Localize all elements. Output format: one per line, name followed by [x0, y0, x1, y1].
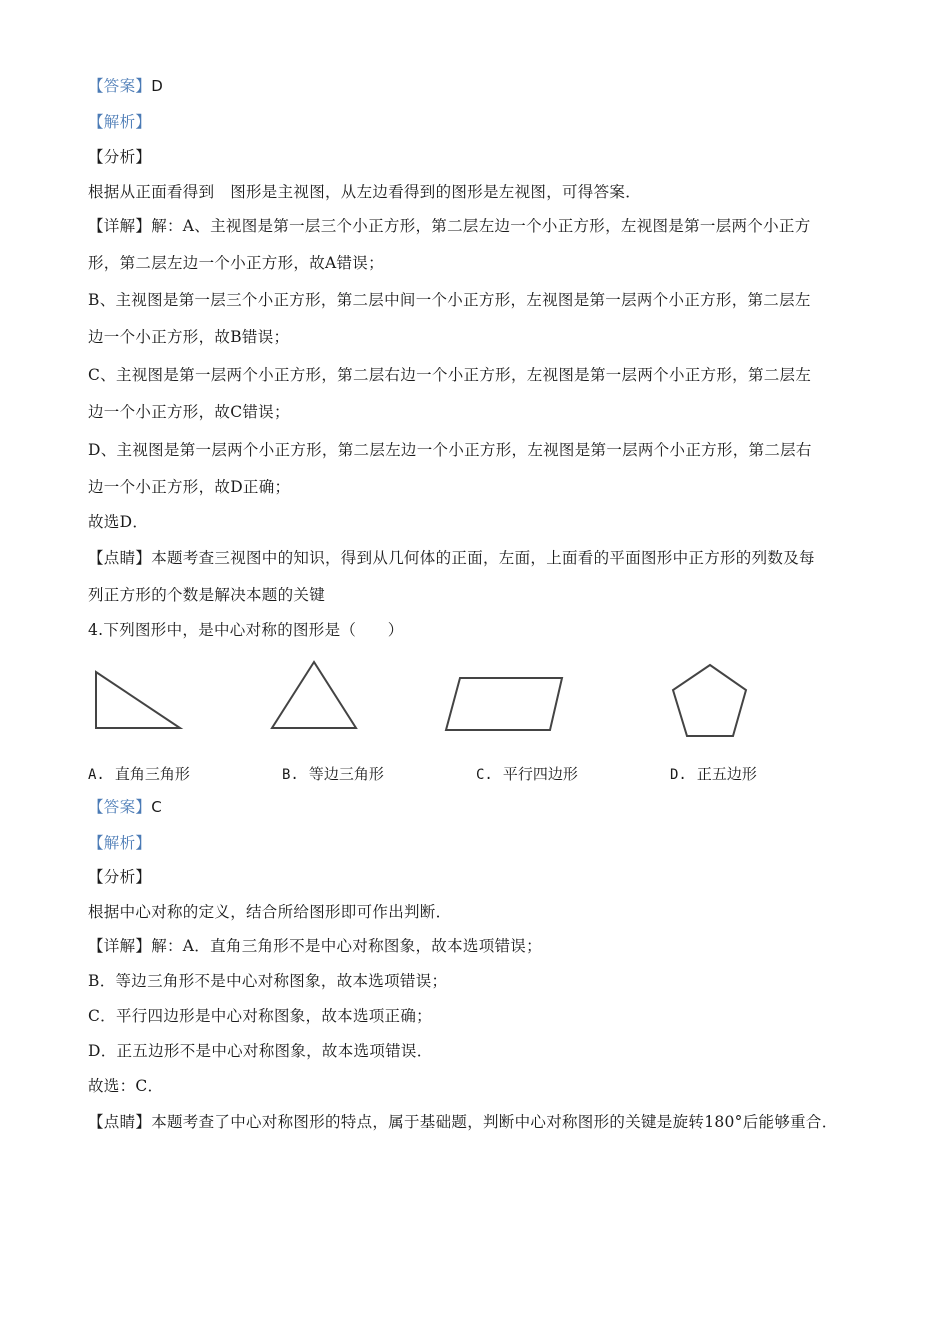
q3-fenxi-text: 根据从正面看得到 图形是主视图，从左边看得到的图形是左视图，可得答案． — [88, 183, 642, 201]
q4-b-line: B．等边三角形不是中心对称图象，故本选项错误； — [88, 972, 448, 990]
q3-detail-line1: 【详解】解：A、主视图是第一层三个小正方形，第二层左边一个小正方形，左视图是第一层两个小正方 — [88, 217, 811, 235]
q3-answer-value: D — [151, 77, 164, 95]
option-c-text: 平行四边形 — [502, 765, 578, 783]
parallelogram-icon — [442, 672, 566, 736]
option-d — [670, 764, 757, 785]
option-d-label: D. — [670, 767, 687, 783]
q3-d-line1: D、主视图是第一层两个小正方形，第二层左边一个小正方形，左视图是第一层两个小正方形，第二层右 — [88, 441, 812, 459]
option-a-text: 直角三角形 — [114, 765, 190, 783]
q4-choice: 故选：C． — [88, 1077, 164, 1095]
option-b — [282, 764, 384, 785]
q3-detail-line2: 形，第二层左边一个小正方形，故A错误； — [88, 254, 384, 272]
q4-answer-value: C — [151, 798, 162, 816]
q4-d-line: D．正五边形不是中心对称图象，故本选项错误． — [88, 1042, 433, 1060]
option-c — [476, 764, 578, 785]
option-a-label: A. — [88, 767, 105, 783]
q3-answer-line — [88, 76, 870, 96]
q4-fenxi-text: 根据中心对称的定义，结合所给图形即可作出判断． — [88, 903, 452, 921]
q4-jiexi-tag: 【解析】 — [88, 834, 152, 852]
q3-fenxi-tag: 【分析】 — [88, 148, 152, 166]
equilateral-triangle-icon — [268, 658, 360, 734]
q3-answer-tag: 【答案】 — [88, 77, 152, 95]
q4-dianjing: 【点睛】本题考查了中心对称图形的特点，属于基础题，判断中心对称图形的关键是旋转180°后能够重合． — [88, 1113, 838, 1131]
q4-fenxi-tag: 【分析】 — [88, 868, 152, 886]
q4-detail-line1: 【详解】解：A．直角三角形不是中心对称图象，故本选项错误； — [88, 937, 542, 955]
q3-d-line2: 边一个小正方形，故D正确； — [88, 478, 291, 496]
q4-answer-line — [88, 797, 870, 817]
q3-dianjing-line2: 列正方形的个数是解决本题的关键 — [88, 586, 326, 604]
q3-c-line2: 边一个小正方形，故C错误； — [88, 403, 290, 421]
option-b-label: B. — [282, 767, 299, 783]
q4-c-line: C．平行四边形是中心对称图象，故本选项正确； — [88, 1007, 432, 1025]
q4-question: 4.下列图形中，是中心对称的图形是（ ） — [88, 621, 404, 639]
q3-choice: 故选D． — [88, 513, 149, 531]
q3-c-line1: C、主视图是第一层两个小正方形，第二层右边一个小正方形，左视图是第一层两个小正方形，第二层左 — [88, 366, 812, 384]
q3-b-line2: 边一个小正方形，故B错误； — [88, 328, 290, 346]
option-c-label: C. — [476, 767, 493, 783]
q4-answer-tag: 【答案】 — [88, 798, 152, 816]
option-d-text: 正五边形 — [696, 765, 757, 783]
q3-dianjing-line1: 【点睛】本题考查三视图中的知识，得到从几何体的正面，左面，上面看的平面图形中正方形的列数及每 — [88, 549, 815, 567]
regular-pentagon-icon — [668, 660, 752, 742]
option-b-text: 等边三角形 — [308, 765, 384, 783]
option-a — [88, 764, 190, 785]
q3-jiexi-tag: 【解析】 — [88, 113, 152, 131]
q3-b-line1: B、主视图是第一层三个小正方形，第二层中间一个小正方形，左视图是第一层两个小正方形，第二层左 — [88, 291, 811, 309]
right-triangle-icon — [90, 664, 186, 734]
